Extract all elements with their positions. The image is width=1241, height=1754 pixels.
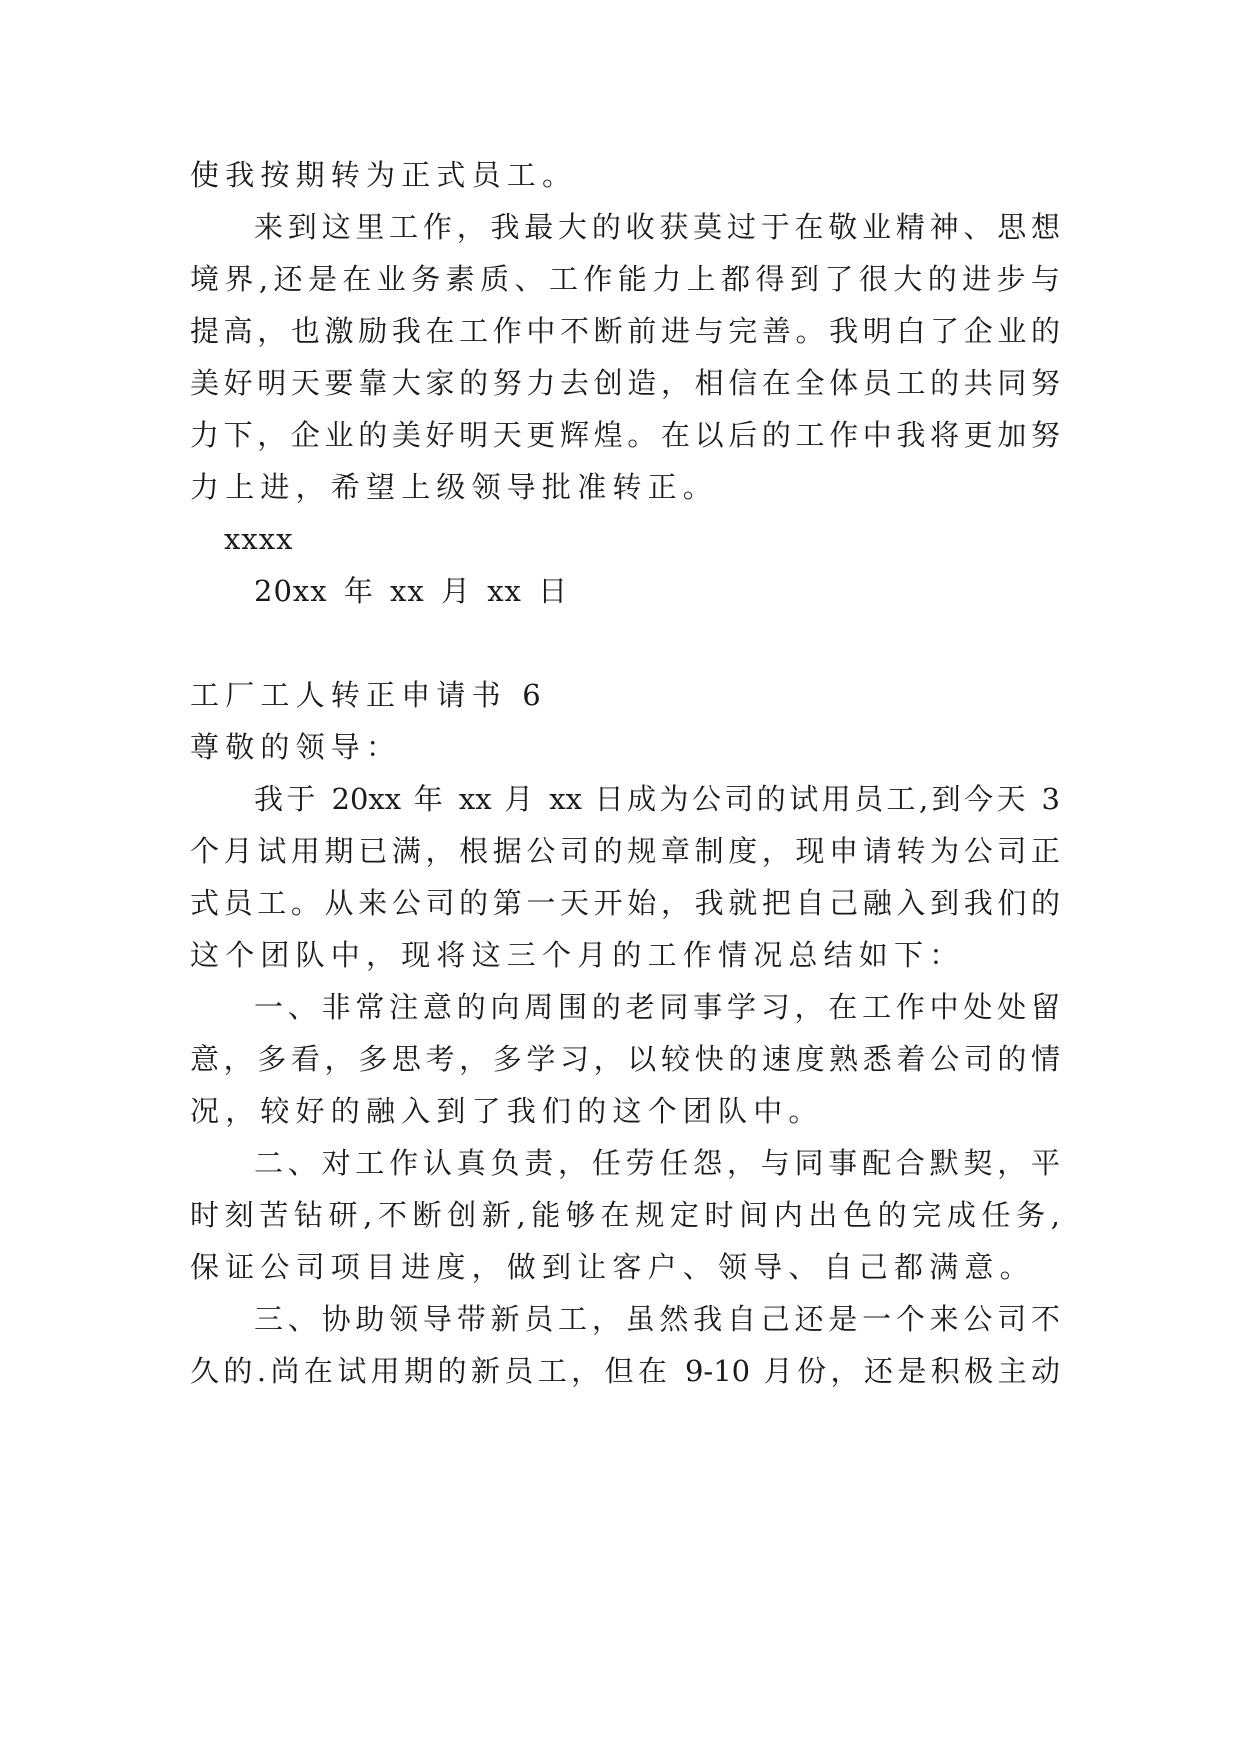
- paragraph-line: 提高，也激励我在工作中不断前进与完善。我明白了企业的: [190, 314, 1060, 348]
- paragraph-line: 来到这里工作，我最大的收获莫过于在敬业精神、思想: [254, 210, 1060, 244]
- section-title: 工厂工人转正申请书 6: [190, 678, 547, 712]
- signature-date: 20xx 年 xx 月 xx 日: [254, 574, 569, 608]
- paragraph-line: 力下，企业的美好明天更辉煌。在以后的工作中我将更加努: [190, 418, 1060, 452]
- paragraph-line: 这个团队中，现将这三个月的工作情况总结如下：: [190, 938, 965, 972]
- paragraph-line: 时刻苦钻研,不断创新,能够在规定时间内出色的完成任务,: [190, 1198, 1060, 1232]
- paragraph-line: 一、非常注意的向周围的老同事学习，在工作中处处留: [254, 990, 1060, 1024]
- paragraph-line: 二、对工作认真负责，任劳任怨，与同事配合默契，平: [254, 1146, 1060, 1180]
- paragraph-line: 境界,还是在业务素质、工作能力上都得到了很大的进步与: [190, 262, 1060, 296]
- paragraph-line: 况，较好的融入到了我们的这个团队中。: [190, 1094, 824, 1128]
- paragraph-line: 美好明天要靠大家的努力去创造，相信在全体员工的共同努: [190, 366, 1060, 400]
- salutation: 尊敬的领导：: [190, 730, 402, 764]
- paragraph-line: 使我按期转为正式员工。: [190, 158, 578, 192]
- paragraph-line: 意，多看，多思考，多学习，以较快的速度熟悉着公司的情: [190, 1042, 1060, 1076]
- paragraph-line: 我于 20xx 年 xx 月 xx 日成为公司的试用员工,到今天 3: [254, 782, 1060, 816]
- paragraph-line: 保证公司项目进度，做到让客户、领导、自己都满意。: [190, 1250, 1035, 1284]
- paragraph-line: 久的.尚在试用期的新员工，但在 9-10 月份，还是积极主动: [190, 1354, 1060, 1388]
- paragraph-line: 力上进，希望上级领导批准转正。: [190, 470, 719, 504]
- paragraph-line: 式员工。从来公司的第一天开始，我就把自己融入到我们的: [190, 886, 1060, 920]
- signature: xxxx: [224, 522, 294, 556]
- paragraph-line: 个月试用期已满，根据公司的规章制度，现申请转为公司正: [190, 834, 1060, 868]
- paragraph-line: 三、协助领导带新员工，虽然我自己还是一个来公司不: [254, 1302, 1060, 1336]
